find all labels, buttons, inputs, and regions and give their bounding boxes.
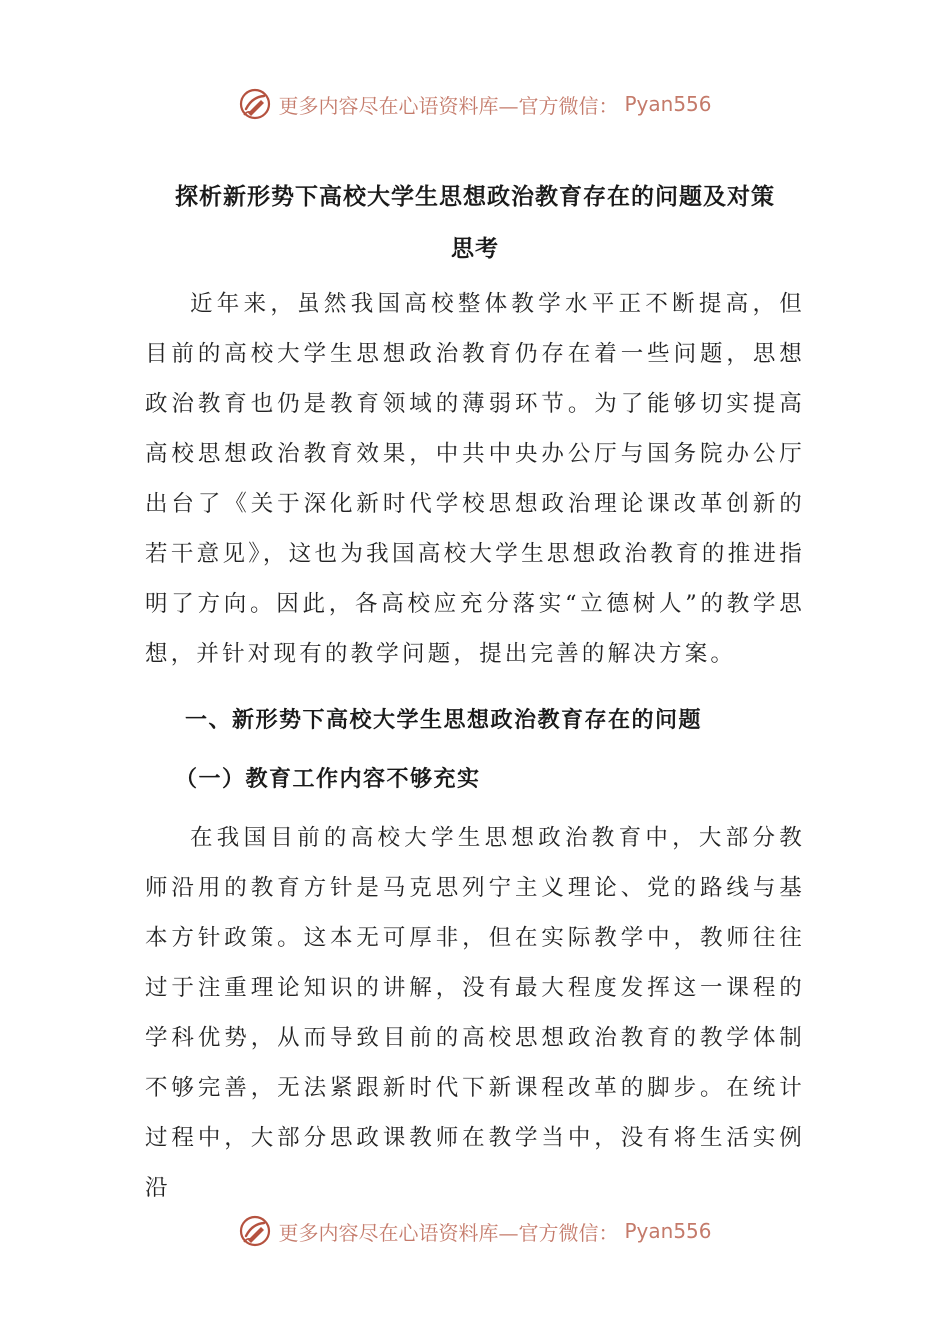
section-heading: 一、新形势下高校大学生思想政治教育存在的问题 [185, 708, 703, 733]
header-banner-text: 更多内容尽在心语资料库—官方微信： [278, 93, 619, 118]
document-title-line1: 探析新形势下高校大学生思想政治教育存在的问题及对策 [175, 184, 775, 210]
body-paragraph-content: 在我国目前的高校大学生思想政治教育中，大部分教师沿用的教育方针是马克思列宁主义理论、党的路线与基本方针政策。这本无可厚非，但在实际教学中，教师往往过于注重理论知识的讲解，没有最大程度发挥这一课程的学科优势，从而导致目前的高校思想政治教育的教学体制不够完善，无法紧跟新时代下新课程改革的脚步。在统计过程中，大部分思政课教师在教学当中，没有将生活实例沿 [145, 825, 805, 1201]
document-title-line2: 思考 [451, 236, 499, 262]
footer-banner [0, 1211, 950, 1251]
body-paragraph-intro: 近年来，虽然我国高校整体教学水平正不断提高，但目前的高校大学生思想政治教育仍存在着一些问题，思想政治教育也仍是教育领域的薄弱环节。为了能够切实提高高校思想政治教育效果，中共中央办公厅与国务院办公厅出台了《关于深化新时代学校思想政治理论课改革创新的若干意见》，这也为我国高校大学生思想政治教育的推进指明了方向。因此，各高校应充分落实“立德树人”的教学思想，并针对现有的教学问题，提出完善的解决方案。 [145, 291, 805, 667]
footer-wechat-id: Pyan556 [624, 1219, 712, 1243]
header-wechat-id: Pyan556 [624, 92, 712, 116]
footer-banner-text: 更多内容尽在心语资料库—官方微信： [278, 1220, 619, 1245]
pen-logo-icon [238, 1214, 272, 1248]
header-banner [0, 84, 950, 124]
pen-logo-icon [238, 87, 272, 121]
subsection-heading: （一）教育工作内容不够充实 [175, 767, 481, 792]
